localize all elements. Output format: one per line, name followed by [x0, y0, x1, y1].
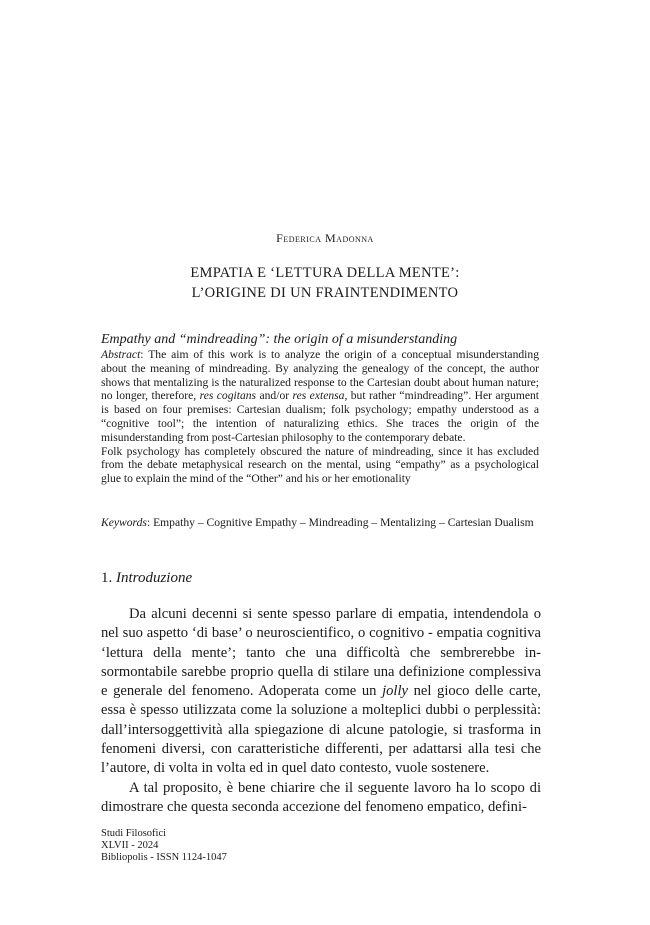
abstract-text-2: and/or: [256, 389, 293, 403]
keywords-text: : Empathy – Cognitive Empathy – Mindreading – Mentalizing – Cartesian Dualism: [146, 516, 534, 529]
keywords-label: Keywords: [101, 516, 147, 529]
body-text-1: Da alcuni decenni si sente spesso parlare di empatia, intendendola o nel suo aspetto ‘di base’ o neuroscientifico, o cognitivo - empatia cognitiva ‘lettura della mente’; tanto che una difficoltà che sembrerebbe insormontabile sarebbe proprio quella di stilare una definizione complessiva e generale del fenomeno. Adoperata come un: [101, 606, 541, 700]
section-heading: [101, 570, 192, 587]
footer-volume: XLVII - 2024: [101, 840, 159, 852]
abstract-term-res-cogitans: res cogitans: [199, 389, 257, 403]
author-name: Federica Madonna: [276, 231, 374, 245]
keywords: [101, 516, 539, 530]
abstract-term-res-extensa: res extensa: [292, 389, 345, 403]
body-text-2: nel gioco delle carte, essa è spesso utilizzata come la soluzione a molteplici dubbi o perplessità: dall’intersoggettività alla spiegazione di alcune patologie, si trasforma in fenomeni diversi, con caratteristiche differenti, per adattarsi alla tesi che l’autore, di volta in volta ed in quel dato contesto, vuole sostenere.: [101, 683, 542, 777]
journal-footer: [101, 828, 227, 865]
abstract-text-1: : The aim of this work is to analyze the origin of a conceptual misunderstanding about the meaning of mindreading. By analyzing the genealogy of the concept, the author shows that mentalizing is the naturalized response to the Cartesian doubt about human nature; no longer, therefore,: [101, 348, 539, 403]
abstract-block: [101, 331, 539, 486]
abstract-label: Abstract: [101, 348, 141, 361]
body-paragraph-1: [101, 605, 541, 779]
section-name: Introduzione: [116, 570, 193, 586]
abstract-text-3: , but rather “mindreading”. Her argument is based on four premises: Cartesian dualism; folk psychology; empathy understood as a “cognitive tool”; the intention of naturalizing ethics. She traces the origin of the misunderstanding from post-Cartesian philosophy to the contemporary debate.: [101, 389, 540, 444]
abstract-paragraph-2: Folk psychology has completely obscured the nature of mindreading, since it has excluded from the debate metaphysical research on the mental, using “empathy” as a psychological glue to explain the mind of the “Other” and his or her emotionality: [101, 444, 539, 486]
article-title: [0, 263, 650, 303]
body-term-jolly: jolly: [382, 683, 409, 700]
footer-journal: Studi Filosofici: [101, 828, 167, 839]
footer-publisher: Bibliopolis - ISSN 1124-1047: [101, 852, 227, 864]
title-line-2: L’ORIGINE DI UN FRAINTENDIMENTO: [191, 285, 459, 301]
section-number: 1.: [101, 570, 113, 586]
title-line-1: EMPATIA E ‘LETTURA DELLA MENTE’:: [190, 265, 460, 281]
abstract-paragraph-1: [101, 348, 539, 445]
body-text: [101, 605, 541, 817]
body-paragraph-2: A tal proposito, è bene chiarire che il seguente lavoro ha lo scopo di dimostrare che questa seconda accezione del fenomeno empatico, defini-: [101, 779, 541, 815]
english-title: Empathy and “mindreading”: the origin of a misunderstanding: [101, 332, 458, 347]
